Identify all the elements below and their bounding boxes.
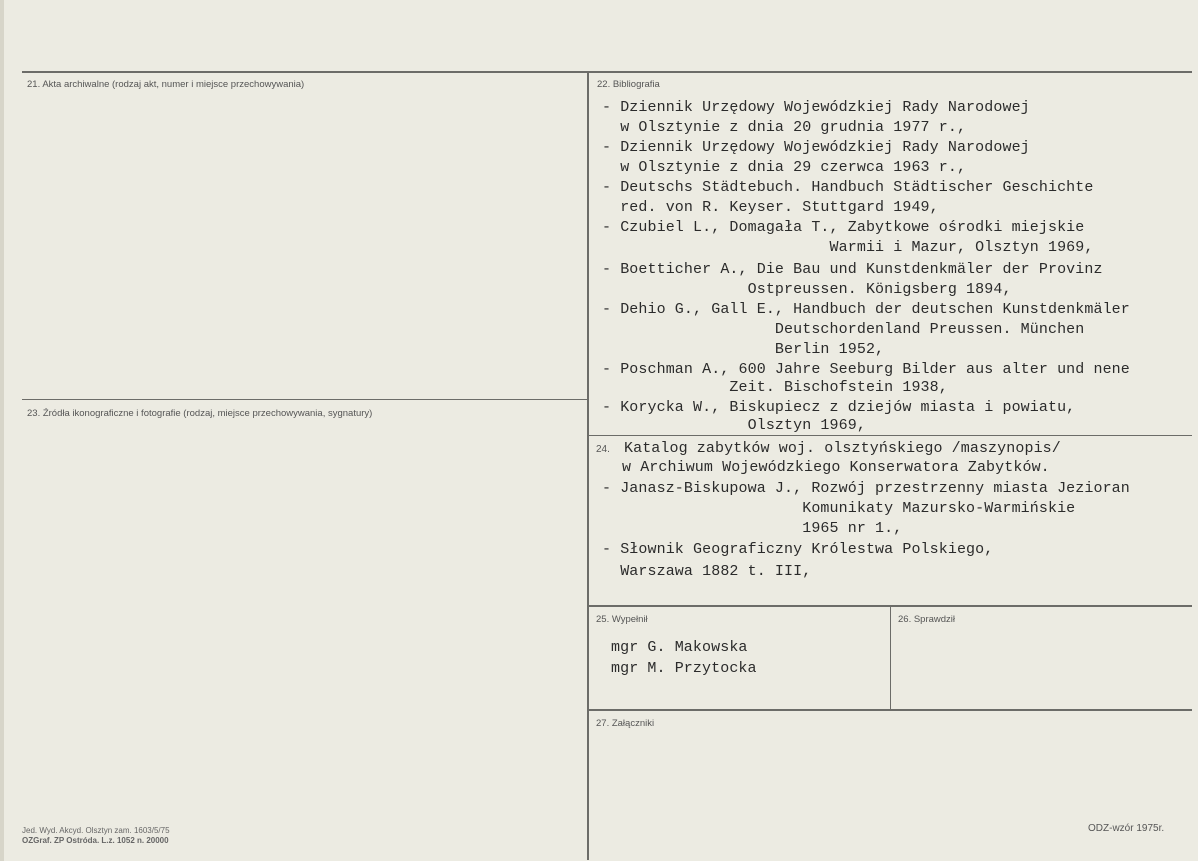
bibliography-line: - Boetticher A., Die Bau und Kunstdenkmäler der Provinz (602, 261, 1103, 278)
printer-imprint-line-2: OZGraf. ZP Ostróda. L.z. 1052 n. 20000 (22, 836, 169, 845)
field-24-line: - Janasz-Biskupowa J., Rozwój przestrzenny miasta Jezioran (602, 480, 1130, 497)
filled-by-name: mgr G. Makowska (611, 639, 748, 656)
bibliography-line: - Czubiel L., Domagała T., Zabytkowe ośrodki miejskie (602, 219, 1085, 236)
center-divider (587, 72, 589, 860)
field-21-label: 21. Akta archiwalne (rodzaj akt, numer i miejsce przechowywania) (27, 79, 305, 90)
bibliography-line: - Korycka W., Biskupiecz z dziejów miasta i powiatu, (602, 399, 1076, 416)
bibliography-line: w Olsztynie z dnia 29 czerwca 1963 r., (602, 159, 967, 176)
printer-imprint-line-1: Jed. Wyd. Akcyd. Olsztyn zam. 1603/5/75 (22, 826, 170, 835)
bibliography-line: Warmii i Mazur, Olsztyn 1969, (602, 239, 1094, 256)
field-25-label: 25. Wypełnił (596, 614, 648, 625)
bibliography-line: Berlin 1952, (602, 341, 885, 358)
field-24-line: - Słownik Geograficzny Królestwa Polskiego, (602, 541, 994, 558)
left-section-divider (22, 399, 588, 400)
field-23-label: 23. Źródła ikonograficzne i fotografie (rodzaj, miejsce przechowywania, sygnatury) (27, 408, 373, 419)
bibliography-line: - Dziennik Urzędowy Wojewódzkiej Rady Narodowej (602, 139, 1030, 156)
field-27-label: 27. Załączniki (596, 718, 655, 729)
bibliography-line: Olsztyn 1969, (602, 417, 866, 434)
bibliography-line: - Dehio G., Gall E., Handbuch der deutschen Kunstdenkmäler (602, 301, 1130, 318)
bibliography-line: - Deutschs Städtebuch. Handbuch Städtischer Geschichte (602, 179, 1094, 196)
field-24-line: Komunikaty Mazursko-Warmińskie (602, 500, 1076, 517)
field-24-line: Warszawa 1882 t. III, (602, 563, 812, 580)
bibliography-line: Zeit. Bischofstein 1938, (602, 379, 948, 396)
field-24-number: 24. (596, 444, 610, 455)
bibliography-line: - Dziennik Urzędowy Wojewódzkiej Rady Narodowej (602, 99, 1030, 116)
bibliography-line: red. von R. Keyser. Stuttgard 1949, (602, 199, 939, 216)
bibliography-line: Ostpreussen. Königsberg 1894, (602, 281, 1012, 298)
bibliography-line: Deutschordenland Preussen. München (602, 321, 1085, 338)
field-24-line: 1965 nr 1., (602, 520, 903, 537)
top-rule (22, 71, 1192, 73)
filled-by-name: mgr M. Przytocka (611, 660, 757, 677)
field-24-line: Katalog zabytków woj. olsztyńskiego /maszynopis/ (624, 440, 1061, 457)
section-25-26-divider (890, 606, 891, 710)
field-22-label: 22. Bibliografia (597, 79, 660, 90)
form-model-label: ODZ-wzór 1975r. (1088, 823, 1165, 834)
bibliography-line: - Poschman A., 600 Jahre Seeburg Bilder aus alter und nene (602, 361, 1130, 378)
field-24-line: w Archiwum Wojewódzkiego Konserwatora Zabytków. (622, 459, 1050, 476)
field-26-label: 26. Sprawdził (898, 614, 956, 625)
section-27-top-rule (588, 709, 1192, 711)
bibliography-line: w Olsztynie z dnia 20 grudnia 1977 r., (602, 119, 967, 136)
